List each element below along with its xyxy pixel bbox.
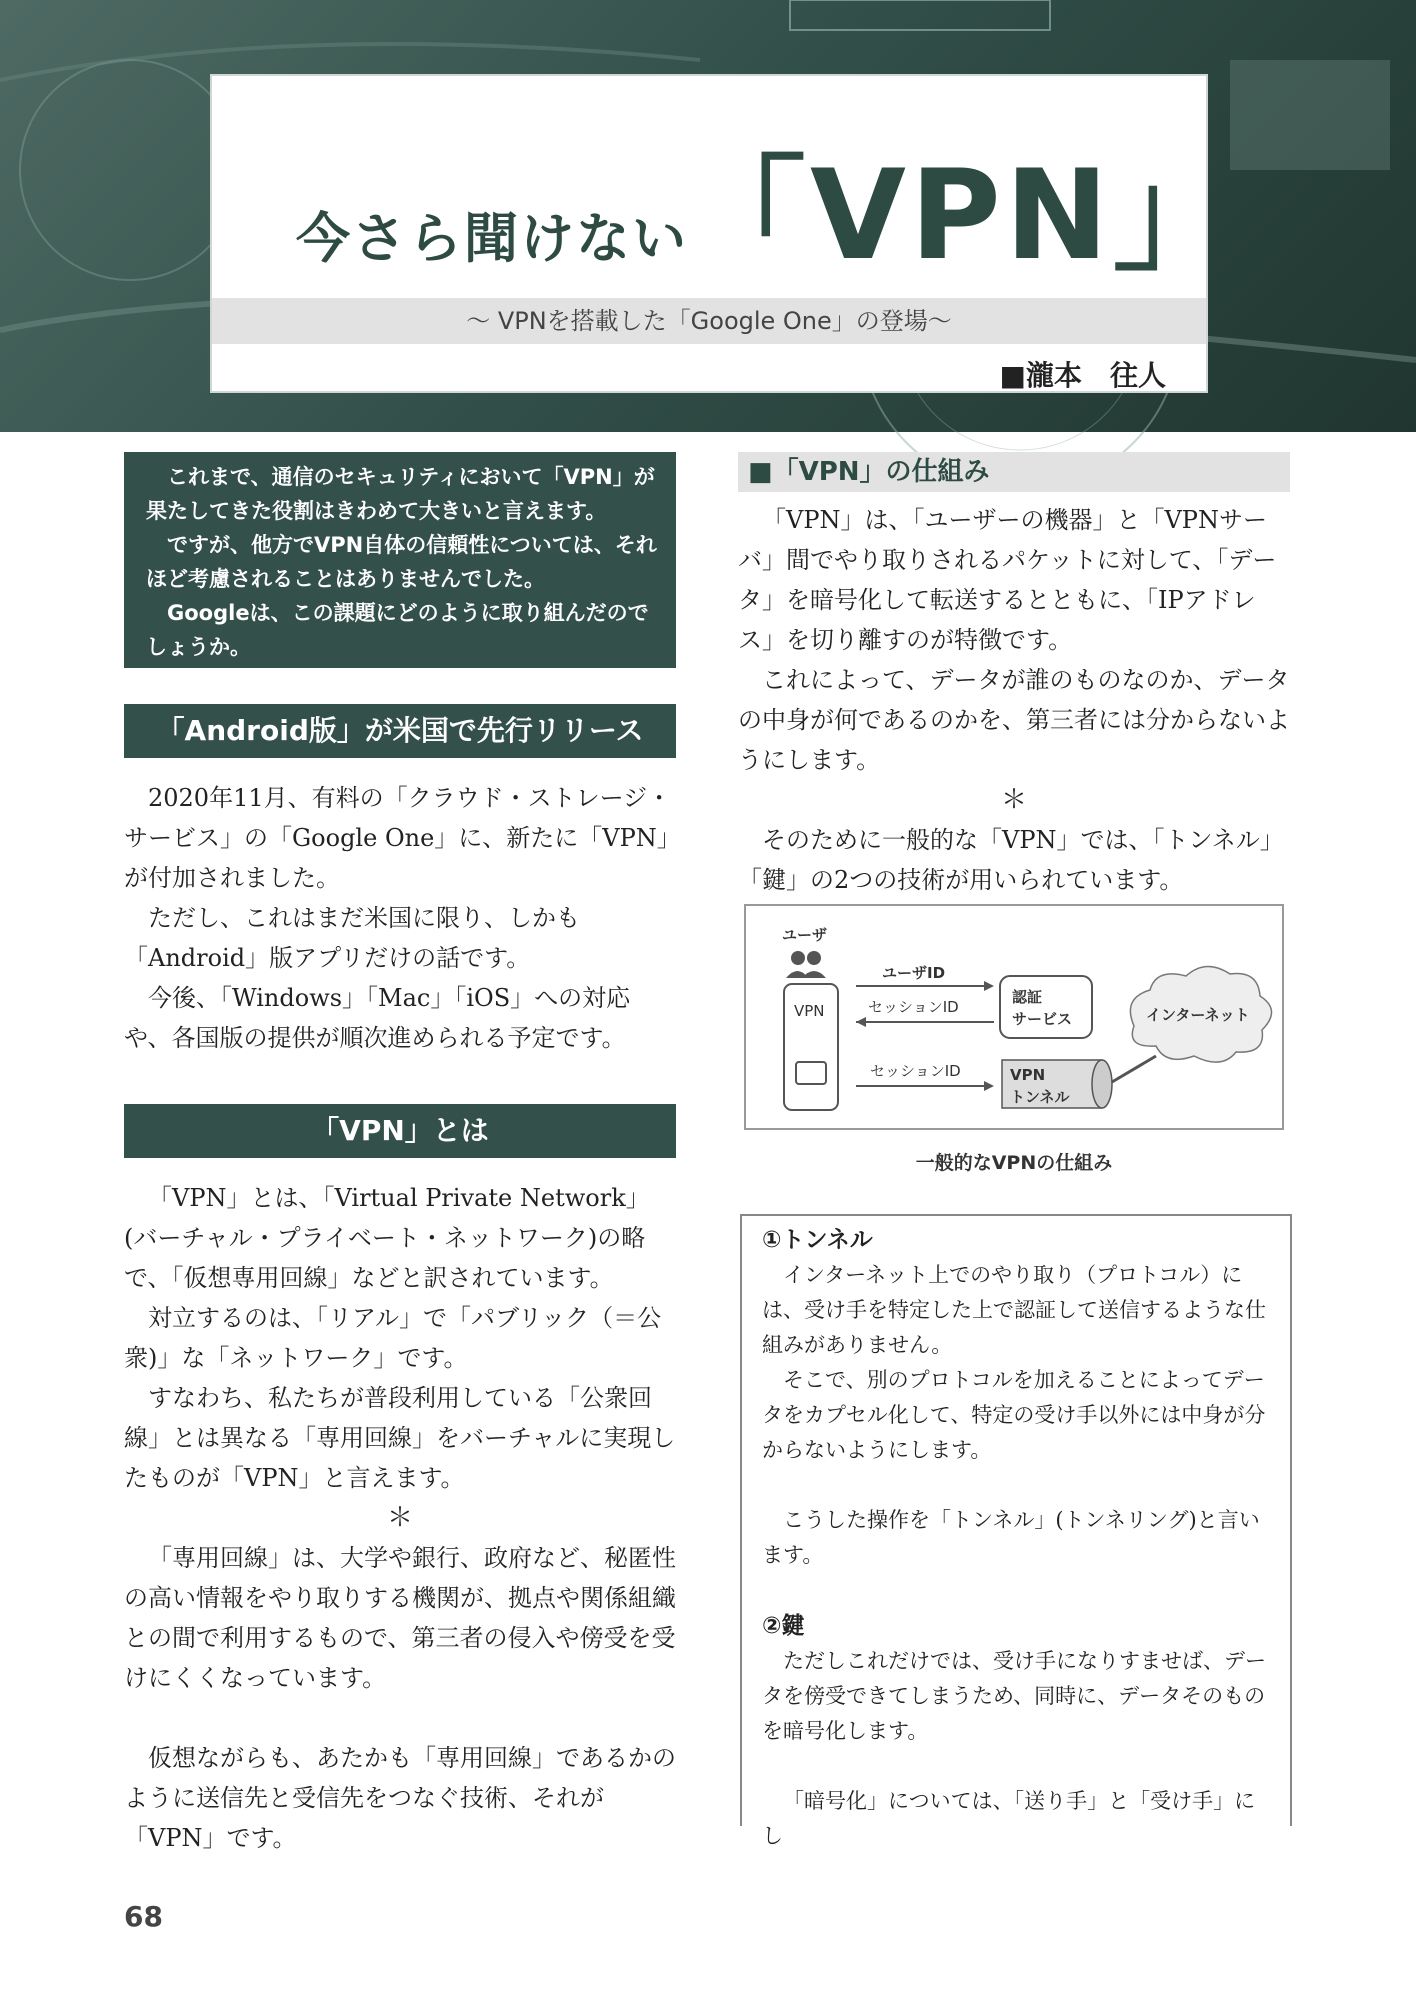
title-prefix: 今さら聞けない: [296, 207, 688, 270]
userid-label: ユーザID: [882, 964, 946, 982]
notes-paragraph: ただしこれだけでは、受け手になりすませば、データを傍受できてしまうため、同時に、データそのものを暗号化します。: [762, 1649, 1266, 1743]
body-paragraph: 「専用回線」は、大学や銀行、政府など、秘匿性の高い情報をやり取りする機関が、拠点や関係組織との間で利用するもので、第三者の侵入や傍受を受けにくくなっています。: [124, 1544, 676, 1692]
notes-paragraph: インターネット上でのやり取り（プロトコル）には、受け手を特定した上で認証して送信するような仕組みがありません。: [762, 1263, 1266, 1357]
section-body-android: [124, 778, 676, 1058]
vpn-diagram: [744, 904, 1284, 1130]
author-name: ■瀧本 往人: [999, 359, 1166, 392]
session-id-label-1: セッションID: [868, 998, 959, 1016]
arrowhead: [984, 981, 994, 991]
notes-paragraph: そこで、別のプロトコルを加えることによってデータをカプセル化して、特定の受け手以外には中身が分からないようにします。: [762, 1368, 1266, 1462]
notes-box: [740, 1214, 1292, 1848]
internet-label: インターネット: [1146, 1006, 1250, 1024]
tunnel-label-line1: VPN: [1010, 1066, 1046, 1084]
vpn-diagram-svg: [746, 906, 1286, 1132]
body-paragraph: 「VPN」は、「ユーザーの機器」と「VPNサーバ」間でやり取りされるパケットに対して、「データ」を暗号化して転送するとともに、「IPアドレス」を切り離すのが特徴です。: [738, 506, 1277, 654]
vpn-label: VPN: [794, 1002, 825, 1020]
lead-summary-box: [124, 452, 676, 668]
lead-paragraph: ですが、他方でVPN自体の信頼性については、それほど考慮されることはありませんでした。: [146, 533, 657, 591]
diagram-caption: 一般的なVPNの仕組み: [915, 1152, 1113, 1174]
section-body-vpn-definition: [124, 1178, 676, 1858]
body-paragraph: これによって、データが誰のものなのか、データの中身が何であるのかを、第三者には分からないようにします。: [738, 666, 1290, 774]
notes-paragraph: こうした操作を「トンネル」(トンネリング)と言います。: [762, 1508, 1260, 1567]
user-label: ユーザ: [782, 926, 828, 944]
body-paragraph: 仮想ながらも、あたかも「専用回線」であるかのように送信先と受信先をつなぐ技術、それが「VPN」です。: [124, 1744, 676, 1852]
body-paragraph: すなわち、私たちが普段利用している「公衆回線」とは異なる「専用回線」をバーチャルに実現したものが「VPN」と言えます。: [124, 1384, 676, 1492]
subtitle: ～ VPNを搭載した「Google One」の登場～: [212, 298, 1206, 344]
title-main: 「VPN」: [682, 144, 1241, 288]
auth-label-line1: 認証: [1012, 988, 1043, 1006]
auth-label-line2: サービス: [1012, 1010, 1073, 1028]
tunnel-heading: ①トンネル: [762, 1227, 873, 1253]
body-paragraph: ただし、これはまだ米国に限り、しかも「Android」版アプリだけの話です。: [124, 904, 580, 972]
lead-paragraph: これまで、通信のセキュリティにおいて「VPN」が果たしてきた役割はきわめて大きいと言えます。: [146, 465, 655, 523]
key-heading: ②鍵: [762, 1613, 805, 1639]
section-heading-vpn-mechanism: ■「VPN」の仕組み: [738, 452, 1290, 492]
body-paragraph: そのために一般的な「VPN」では、「トンネル」「鍵」の2つの技術が用いられています。: [738, 826, 1284, 894]
body-paragraph: 2020年11月、有料の「クラウド・ストレージ・サービス」の「Google One」に、新たに「VPN」が付加されました。: [124, 784, 672, 892]
section-heading-android: 「Android版」が米国で先行リリース: [124, 704, 676, 758]
lead-paragraph: Googleは、この課題にどのように取り組んだのでしょうか。: [146, 601, 649, 659]
auth-service-box: [1000, 976, 1092, 1038]
notes-paragraph: 「暗号化」については、「送り手」と「受け手」にし: [762, 1789, 1256, 1848]
tunnel-label-line2: トンネル: [1010, 1088, 1070, 1106]
body-paragraph: 今後、「Windows」「Mac」「iOS」への対応や、各国版の提供が順次進められる予定です。: [124, 984, 631, 1052]
tunnel-to-internet-line: [1112, 1056, 1156, 1082]
header-banner: [0, 0, 1416, 432]
section-body-vpn-mechanism: [738, 500, 1290, 900]
arrowhead: [856, 1017, 866, 1027]
session-id-label-2: セッションID: [870, 1062, 961, 1080]
title-box: [210, 74, 1241, 393]
section-separator-star: ＊: [386, 1503, 413, 1533]
arrowhead: [984, 1081, 994, 1091]
body-paragraph: 「VPN」とは、「Virtual Private Network」(バーチャル・プライベート・ネットワーク)の略で、「仮想専用回線」などと訳されています。: [124, 1184, 650, 1292]
section-heading-vpn-definition: 「VPN」とは: [124, 1104, 676, 1158]
app-icon: [796, 1062, 826, 1084]
user-icon: [786, 951, 826, 978]
section-separator-star: ＊: [1000, 785, 1027, 815]
body-paragraph: 対立するのは、「リアル」で「パブリック（＝公衆)」な「ネットワーク」です。: [124, 1304, 662, 1372]
page-number: 68: [124, 1900, 163, 1933]
